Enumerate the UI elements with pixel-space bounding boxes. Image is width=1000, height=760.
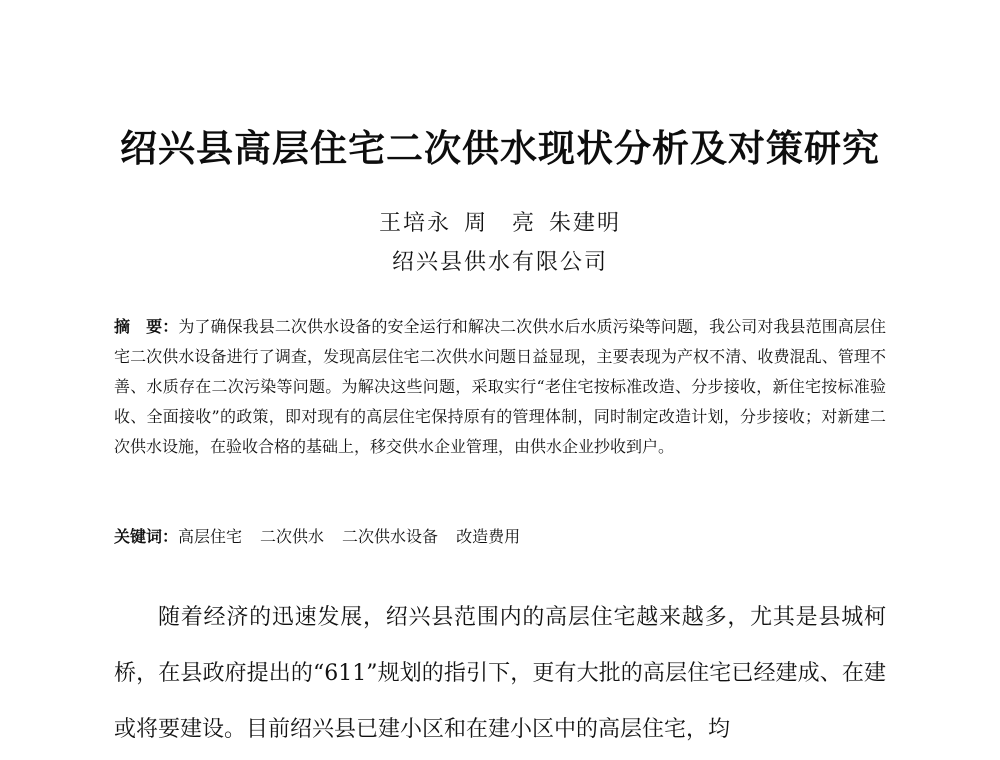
paper-title: 绍兴县高层住宅二次供水现状分析及对策研究 [120, 127, 880, 170]
abstract-label: 摘 要： [114, 317, 179, 336]
abstract-section [114, 312, 886, 462]
keyword: 高层住宅 [178, 527, 243, 546]
author-list [0, 206, 1000, 237]
keyword: 二次供水设备 [342, 527, 439, 546]
author-name: 王培永 [378, 211, 451, 236]
abstract-text: 为了确保我县二次供水设备的安全运行和解决二次供水后水质污染等问题，我公司对我县范围高层住宅二次供水设备进行了调查，发现高层住宅二次供水问题日益显现，主要表现为产权不清、收费混乱、管理不善、水质存在二次污染等问题。为解决这些问题，采取实行“老住宅按标准改造、分步接收，新住宅按标准验收、全面接收”的政策，即对现有的高层住宅保持原有的管理体制，同时制定改造计划，分步接收；对新建二次供水设施，在验收合格的基础上，移交供水企业管理，由供水企业抄收到户。 [114, 317, 886, 456]
keyword: 改造费用 [456, 527, 521, 546]
body-paragraph: 随着经济的迅速发展，绍兴县范围内的高层住宅越来越多，尤其是县城柯桥，在县政府提出的“611”规划的指引下，更有大批的高层住宅已经建成、在建或将要建设。目前绍兴县已建小区和在建小区中的高层住宅，均 [114, 605, 886, 742]
keyword: 二次供水 [260, 527, 325, 546]
keywords-label: 关键词： [114, 527, 179, 546]
author-affiliation: 绍兴县供水有限公司 [391, 250, 608, 275]
author-name: 周 亮 [463, 211, 536, 236]
author-name: 朱建明 [549, 211, 622, 236]
keywords-section [114, 522, 886, 552]
